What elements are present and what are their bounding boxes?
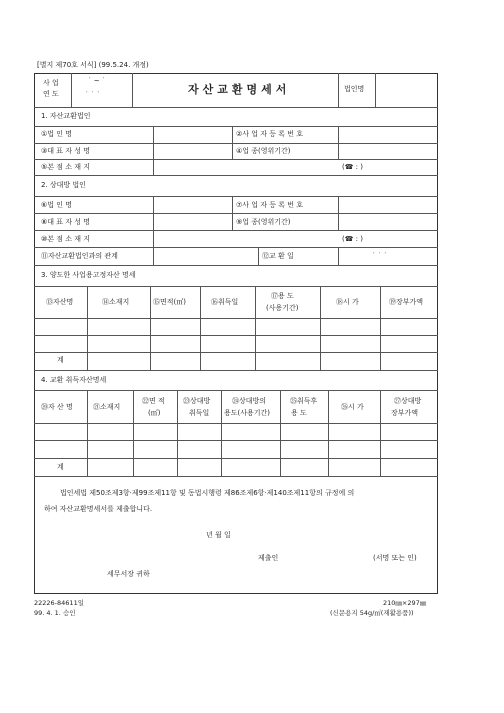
- corp-name-input-1[interactable]: [154, 127, 231, 142]
- total-row-label-4: 계: [57, 463, 64, 471]
- col-area: ⑮면적(㎡): [153, 298, 186, 306]
- rep-name-label-1: ③대 표 자 성 명: [41, 147, 90, 155]
- corp-name-label: 법인명: [344, 85, 365, 93]
- corp-name-label-2: ⑥법 인 명: [41, 201, 73, 209]
- business-year-field[interactable]: ˙ ~ ˙: [88, 77, 106, 85]
- col4-market-price: ㉖시 가: [341, 403, 364, 411]
- statement-line-2: 하여 자산교환명세서를 제출합니다.: [44, 505, 153, 513]
- total-row-label-3: 계: [57, 356, 64, 364]
- section2-title: 2. 상대방 법인: [41, 181, 86, 189]
- exchange-date-label: ⑫교 환 일: [262, 252, 294, 260]
- submitter-label: 제출인: [258, 554, 279, 562]
- col4-area-unit: (㎡): [148, 409, 161, 417]
- exchange-date-field[interactable]: ˙ ˙ ˙: [372, 252, 387, 260]
- business-year-field-2[interactable]: ˙ ˙ ˙: [85, 91, 100, 99]
- corp-name-field[interactable]: [376, 74, 437, 106]
- col4-book-value: 장부가액: [391, 409, 419, 417]
- phone-field-1[interactable]: (☎ : ): [342, 163, 363, 171]
- col4-post-acq: ㉕취득후: [290, 397, 318, 405]
- head-office-label-1: ⑤본 점 소 재 지: [41, 163, 90, 171]
- industry-label-2: ⑨업 종(영위기간): [236, 218, 291, 226]
- business-year-label: 사 업: [43, 79, 59, 87]
- footer-form-code: 22226-84611일: [34, 599, 84, 607]
- footer-paper-type: (신문용지 54g/㎡(재활용품)): [330, 609, 414, 617]
- col-usage: ⑰용 도: [271, 292, 294, 300]
- col-location: ⑭소재지: [102, 298, 130, 306]
- statement-line-1: 법인세법 제50조제3항·제99조제11항 및 동법시행령 제86조제6항·제140조제11항의 규정에 의: [60, 489, 355, 497]
- col4-counterparty: ㉓상대방: [183, 397, 211, 405]
- col-book-value: ⑲장부가액: [389, 298, 424, 306]
- section4-title: 4. 교환 취득자산명세: [41, 376, 107, 384]
- addressee: 세무서장 귀하: [107, 570, 150, 578]
- footer-approval: 99. 4. 1. 승인: [34, 609, 76, 617]
- form-number-note: [별지 제70호 서식] (99.5.24. 개정): [37, 61, 149, 69]
- rep-name-label-2: ⑧대 표 자 성 명: [41, 218, 90, 226]
- form-title: 자산교환명세서: [188, 83, 291, 96]
- relationship-label: ⑪자산교환법인과의 관계: [41, 252, 118, 260]
- col4-post-usage: 용 도: [291, 409, 307, 417]
- col-market-price: ⑱시 가: [336, 298, 359, 306]
- col-usage-period: (사용기간): [266, 304, 299, 312]
- col4-area: ㉒면 적: [142, 397, 165, 405]
- business-year-label-2: 연 도: [43, 90, 59, 98]
- signature-field[interactable]: (서명 또는 인): [373, 554, 417, 562]
- col4-location: ㉑소재지: [93, 403, 121, 411]
- footer-paper-size: 210㎜×297㎜: [383, 599, 427, 607]
- section1-title: 1. 자산교환법인: [41, 112, 91, 120]
- col4-counterparty-usage: ㉔상대방의: [232, 397, 267, 405]
- date-line: 년 월 일: [206, 531, 231, 539]
- col4-asset-name: ⑳자 산 명: [41, 403, 73, 411]
- head-office-label-2: ⑩본 점 소 재 지: [41, 235, 90, 243]
- biz-reg-no-input-1[interactable]: [339, 127, 437, 142]
- corp-name-label-1: ①법 인 명: [41, 130, 73, 138]
- biz-reg-no-label-2: ⑦사 업 자 등 록 번 호: [236, 201, 303, 209]
- col4-counterparty-book: ㉗상대방: [394, 397, 422, 405]
- col-asset-name: ⑬자산명: [46, 298, 74, 306]
- section3-title: 3. 양도한 사업용고정자산 명세: [41, 271, 136, 279]
- biz-reg-no-label-1: ②사 업 자 등 록 번 호: [236, 130, 303, 138]
- col4-usage-period: 용도(사용기간): [224, 409, 271, 417]
- col4-acq-date: 취득일: [189, 409, 210, 417]
- phone-field-2[interactable]: (☎ : ): [342, 235, 363, 243]
- col-acq-date: ⑯취득일: [211, 298, 239, 306]
- industry-label-1: ④업 종(영위기간): [236, 147, 291, 155]
